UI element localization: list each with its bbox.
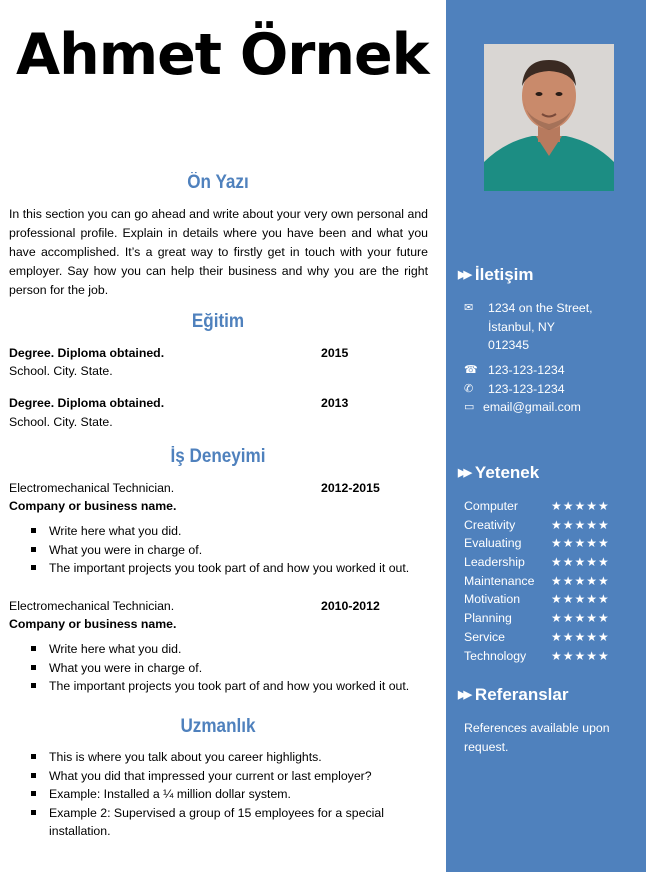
star-rating: ★★★★★ [551, 629, 610, 644]
skill-row [464, 516, 624, 535]
bullet-icon [31, 791, 36, 796]
candidate-name: Ahmet Örnek [16, 22, 429, 88]
education-section-title: Eğitim [191, 311, 245, 332]
list-item: Example 2: Supervised a group of 15 employees for a special installation. [29, 804, 424, 841]
double-arrow-icon: ▶▶ [458, 689, 469, 701]
mobile-row [464, 380, 624, 399]
address-line1: 1234 on the Street, [488, 301, 593, 315]
bullet-icon [31, 646, 36, 651]
company-name: Company or business name. [9, 617, 177, 631]
list-item: Write here what you did. [29, 522, 424, 541]
computer-icon: ▭ [464, 401, 475, 413]
skill-name: Motivation [464, 592, 521, 607]
bullet-icon [31, 810, 36, 815]
profile-text: In this section you can go ahead and write about your very own personal and professional profile. Explain in details where you have been and what you have accomplished. It’s a great way to firstly get in touch with your future employer. Say how you can help their business and why you are the right person for the job. [9, 207, 428, 297]
skill-name: Maintenance [464, 573, 535, 588]
list-item: This is where you talk about you career highlights. [29, 748, 424, 767]
education-degree: Degree. Diploma obtained. [9, 346, 165, 360]
skill-name: Leadership [464, 555, 525, 570]
bullet-icon [31, 683, 36, 688]
bullet-icon [31, 528, 36, 533]
skills-list [464, 497, 624, 665]
job-title: Electromechanical Technician. [9, 481, 175, 495]
expertise-list [29, 748, 424, 841]
list-item: Example: Installed a ¼ million dollar system. [29, 785, 424, 804]
skill-name: Technology [464, 648, 527, 663]
job-years: 2012-2015 [321, 481, 380, 495]
star-rating: ★★★★★ [551, 499, 610, 513]
skill-row [464, 572, 624, 591]
bullet-icon [31, 773, 36, 778]
star-rating: ★★★★★ [551, 573, 610, 588]
expertise-section-title: Uzmanlık [180, 716, 256, 737]
skill-name: Computer [464, 499, 518, 513]
mobile-number: 123-123-1234 [488, 382, 565, 396]
job-duties-list [29, 522, 424, 578]
profile-photo [484, 44, 614, 191]
job-title: Electromechanical Technician. [9, 599, 175, 613]
list-item: The important projects you took part of and how you worked it out. [29, 677, 424, 696]
phone-row [464, 361, 624, 380]
skills-section-title: ▶▶ Yetenek [458, 463, 540, 482]
references-section-title: ▶▶ Referanslar [458, 685, 569, 704]
education-degree: Degree. Diploma obtained. [9, 396, 165, 410]
skill-row [464, 497, 624, 516]
education-year: 2015 [321, 346, 349, 360]
list-item: What you were in charge of. [29, 541, 424, 560]
address-block [464, 299, 624, 359]
job-years: 2010-2012 [321, 599, 380, 613]
address-icon: ✉ [464, 302, 474, 314]
skill-row [464, 609, 624, 628]
list-item: Write here what you did. [29, 640, 424, 659]
references-text: References available upon request. [464, 721, 610, 754]
skill-name: Service [464, 629, 506, 644]
experience-section-title: İş Deneyimi [170, 446, 266, 467]
profile-section-title: Ön Yazı [187, 172, 249, 193]
star-rating: ★★★★★ [551, 648, 610, 663]
address-line3: 012345 [488, 338, 530, 352]
phone-number: 123-123-1234 [488, 363, 565, 377]
list-item: The important projects you took part of and how you worked it out. [29, 559, 424, 578]
double-arrow-icon: ▶▶ [458, 467, 469, 479]
company-name: Company or business name. [9, 499, 177, 513]
list-item: What you did that impressed your current or last employer? [29, 767, 424, 786]
list-item: What you were in charge of. [29, 659, 424, 678]
education-school: School. City. State. [9, 415, 113, 429]
email-row [464, 398, 624, 417]
star-rating: ★★★★★ [551, 555, 610, 570]
address-line2: İstanbul, NY [488, 320, 555, 334]
bullet-icon [31, 547, 36, 552]
contact-section-title: ▶▶ İletişim [458, 265, 534, 284]
bullet-icon [31, 565, 36, 570]
skill-name: Creativity [464, 517, 516, 532]
mobile-icon: ✆ [464, 383, 474, 395]
bullet-icon [31, 665, 36, 670]
job-duties-list [29, 640, 424, 696]
star-rating: ★★★★★ [551, 592, 610, 607]
skill-row [464, 534, 624, 553]
star-rating: ★★★★★ [551, 536, 610, 551]
star-rating: ★★★★★ [551, 611, 610, 626]
email-address: email@gmail.com [483, 400, 581, 414]
double-arrow-icon: ▶▶ [458, 269, 469, 281]
skill-row [464, 590, 624, 609]
profile-photo-image [484, 44, 614, 191]
skill-row [464, 647, 624, 666]
skill-name: Planning [464, 611, 512, 626]
phone-icon: ☎ [464, 364, 478, 376]
skill-row [464, 553, 624, 572]
skill-row [464, 628, 624, 647]
star-rating: ★★★★★ [551, 517, 610, 532]
skill-name: Evaluating [464, 536, 522, 551]
education-year: 2013 [321, 396, 349, 410]
bullet-icon [31, 754, 36, 759]
education-school: School. City. State. [9, 364, 113, 378]
